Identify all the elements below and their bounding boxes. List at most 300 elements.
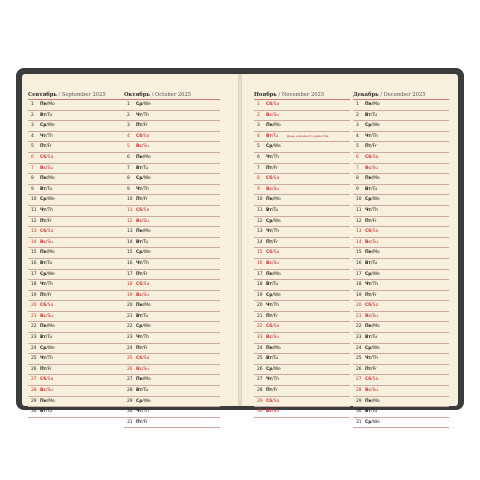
day-row bbox=[124, 195, 220, 206]
weekday: Пт/Fr bbox=[40, 366, 52, 372]
weekday: Сб/Sa bbox=[40, 377, 54, 383]
weekday: Вт/Tu bbox=[40, 112, 53, 118]
day-row bbox=[124, 142, 220, 153]
day-row bbox=[254, 375, 350, 386]
day-number: 2 bbox=[257, 112, 260, 118]
weekday: Вт/Tu bbox=[365, 112, 378, 118]
weekday: Пн/Mo bbox=[136, 229, 151, 235]
weekday: Вс/Su bbox=[365, 388, 379, 394]
day-number: 7 bbox=[31, 165, 34, 171]
day-number: 26 bbox=[356, 366, 362, 372]
holiday-note: День народного единства bbox=[287, 133, 329, 138]
weekday: Ср/We bbox=[266, 218, 281, 224]
weekday: Вс/Su bbox=[365, 165, 379, 171]
day-number: 3 bbox=[356, 123, 359, 129]
day-row bbox=[124, 312, 220, 323]
day-row bbox=[28, 333, 124, 344]
weekday: Ср/We bbox=[40, 123, 55, 129]
day-row bbox=[254, 111, 350, 122]
day-number: 28 bbox=[356, 388, 362, 394]
day-row bbox=[353, 185, 449, 196]
day-number: 5 bbox=[31, 144, 34, 150]
day-row bbox=[124, 344, 220, 355]
day-row bbox=[353, 153, 449, 164]
day-row bbox=[28, 397, 124, 408]
day-row bbox=[28, 259, 124, 270]
weekday: Чт/Th bbox=[365, 356, 379, 362]
weekday: Вс/Su bbox=[136, 366, 150, 372]
weekday: Пн/Mo bbox=[136, 154, 151, 160]
weekday: Чт/Th bbox=[136, 112, 150, 118]
weekday: Вт/Tu bbox=[266, 133, 279, 139]
day-number: 19 bbox=[356, 292, 362, 298]
day-number: 6 bbox=[127, 154, 130, 160]
day-number: 21 bbox=[257, 313, 263, 319]
day-row bbox=[353, 164, 449, 175]
weekday: Сб/Sa bbox=[365, 229, 379, 235]
day-number: 5 bbox=[127, 144, 130, 150]
day-row bbox=[254, 185, 350, 196]
weekday: Вс/Su bbox=[40, 388, 54, 394]
day-row bbox=[28, 164, 124, 175]
day-row bbox=[124, 100, 220, 111]
day-number: 11 bbox=[31, 207, 37, 213]
day-row bbox=[28, 365, 124, 376]
day-number: 22 bbox=[31, 324, 37, 330]
day-row bbox=[28, 291, 124, 302]
day-row bbox=[353, 407, 449, 418]
day-number: 27 bbox=[257, 377, 263, 383]
weekday: Сб/Sa bbox=[365, 154, 379, 160]
day-number: 1 bbox=[356, 102, 359, 107]
month-october bbox=[124, 92, 220, 428]
day-row bbox=[124, 174, 220, 185]
day-number: 22 bbox=[127, 324, 133, 330]
weekday: Пн/Mo bbox=[266, 345, 281, 351]
day-row bbox=[254, 100, 350, 111]
day-number: 4 bbox=[356, 133, 359, 139]
day-number: 17 bbox=[127, 271, 133, 277]
day-row bbox=[28, 312, 124, 323]
day-number: 29 bbox=[356, 398, 362, 404]
day-row bbox=[124, 322, 220, 333]
day-number: 20 bbox=[257, 303, 263, 309]
day-row bbox=[353, 365, 449, 376]
day-row bbox=[28, 386, 124, 397]
day-row bbox=[254, 312, 350, 323]
weekday: Вт/Tu bbox=[266, 356, 279, 362]
day-row bbox=[353, 206, 449, 217]
weekday: Пн/Mo bbox=[40, 250, 55, 256]
weekday: Пт/Fr bbox=[40, 144, 52, 150]
day-row bbox=[254, 291, 350, 302]
day-row bbox=[28, 100, 124, 111]
day-row bbox=[254, 238, 350, 249]
day-row bbox=[124, 386, 220, 397]
month-title: Декабрь / December 2025 bbox=[353, 92, 426, 98]
day-row bbox=[124, 217, 220, 228]
day-number: 20 bbox=[356, 303, 362, 309]
day-row bbox=[353, 397, 449, 408]
day-number: 28 bbox=[257, 388, 263, 394]
day-row bbox=[124, 397, 220, 408]
day-row bbox=[124, 333, 220, 344]
day-row bbox=[353, 280, 449, 291]
day-number: 18 bbox=[31, 282, 37, 288]
day-row bbox=[28, 407, 124, 418]
day-number: 27 bbox=[31, 377, 37, 383]
weekday: Сб/Sa bbox=[266, 250, 280, 256]
day-row bbox=[28, 375, 124, 386]
day-number: 10 bbox=[31, 197, 37, 203]
day-row bbox=[254, 365, 350, 376]
weekday: Вт/Tu bbox=[365, 260, 378, 266]
weekday: Пт/Fr bbox=[266, 313, 278, 319]
weekday: Чт/Th bbox=[40, 282, 54, 288]
day-number: 1 bbox=[31, 102, 34, 107]
day-row bbox=[28, 206, 124, 217]
day-number: 13 bbox=[31, 229, 37, 235]
day-number: 19 bbox=[257, 292, 263, 298]
day-row bbox=[353, 322, 449, 333]
day-row bbox=[124, 418, 220, 429]
weekday: Чт/Th bbox=[40, 133, 54, 139]
weekday: Ср/We bbox=[136, 398, 151, 404]
weekday: Ср/We bbox=[266, 292, 281, 298]
day-number: 17 bbox=[31, 271, 37, 277]
day-number: 22 bbox=[257, 324, 263, 330]
day-row bbox=[353, 333, 449, 344]
day-row bbox=[353, 291, 449, 302]
weekday: Ср/We bbox=[136, 250, 151, 256]
day-number: 9 bbox=[257, 186, 260, 192]
weekday: Пн/Mo bbox=[40, 102, 55, 107]
day-row bbox=[353, 217, 449, 228]
day-number: 25 bbox=[257, 356, 263, 362]
day-row bbox=[353, 418, 449, 429]
weekday: Сб/Sa bbox=[136, 207, 150, 213]
day-number: 5 bbox=[257, 144, 260, 150]
day-row bbox=[353, 195, 449, 206]
weekday: Сб/Sa bbox=[40, 154, 54, 160]
day-row bbox=[28, 280, 124, 291]
day-row bbox=[254, 397, 350, 408]
weekday: Пт/Fr bbox=[40, 292, 52, 298]
day-row bbox=[124, 259, 220, 270]
weekday: Ср/We bbox=[266, 366, 281, 372]
day-number: 21 bbox=[31, 313, 37, 319]
day-number: 31 bbox=[127, 419, 133, 425]
weekday: Чт/Th bbox=[266, 377, 280, 383]
day-number: 31 bbox=[356, 419, 362, 425]
weekday: Пн/Mo bbox=[136, 377, 151, 383]
day-row bbox=[353, 227, 449, 238]
day-row bbox=[124, 375, 220, 386]
weekday: Пт/Fr bbox=[136, 197, 148, 203]
day-number: 21 bbox=[127, 313, 133, 319]
month-title: Сентябрь / September 2025 bbox=[28, 92, 106, 98]
day-number: 9 bbox=[356, 186, 359, 192]
day-number: 20 bbox=[127, 303, 133, 309]
day-number: 13 bbox=[127, 229, 133, 235]
weekday: Сб/Sa bbox=[266, 324, 280, 330]
day-row bbox=[28, 301, 124, 312]
weekday: Пт/Fr bbox=[266, 388, 278, 394]
weekday: Вс/Su bbox=[136, 292, 150, 298]
weekday: Чт/Th bbox=[136, 186, 150, 192]
day-row bbox=[124, 238, 220, 249]
day-number: 16 bbox=[356, 260, 362, 266]
day-row bbox=[28, 185, 124, 196]
weekday: Пн/Mo bbox=[365, 324, 380, 330]
weekday: Вс/Su bbox=[136, 144, 150, 150]
weekday: Пн/Mo bbox=[365, 250, 380, 256]
weekday: Вс/Su bbox=[266, 186, 280, 192]
day-number: 18 bbox=[356, 282, 362, 288]
day-number: 5 bbox=[356, 144, 359, 150]
weekday: Вс/Su bbox=[266, 335, 280, 341]
day-number: 13 bbox=[356, 229, 362, 235]
day-number: 4 bbox=[257, 133, 260, 139]
day-row bbox=[353, 312, 449, 323]
day-row bbox=[353, 354, 449, 365]
day-number: 15 bbox=[127, 250, 133, 256]
day-number: 17 bbox=[257, 271, 263, 277]
day-row bbox=[124, 111, 220, 122]
day-number: 10 bbox=[257, 197, 263, 203]
weekday: Чт/Th bbox=[365, 207, 379, 213]
day-row bbox=[353, 386, 449, 397]
day-number: 16 bbox=[257, 260, 263, 266]
weekday: Вс/Su bbox=[266, 260, 280, 266]
day-number: 23 bbox=[257, 335, 263, 341]
weekday: Вт/Tu bbox=[40, 260, 53, 266]
day-row bbox=[28, 344, 124, 355]
weekday: Ср/We bbox=[40, 197, 55, 203]
day-row bbox=[353, 344, 449, 355]
weekday: Вт/Tu bbox=[40, 409, 53, 415]
day-number: 16 bbox=[31, 260, 37, 266]
day-number: 6 bbox=[257, 154, 260, 160]
weekday: Вт/Tu bbox=[40, 335, 53, 341]
day-row bbox=[353, 174, 449, 185]
weekday: Ср/We bbox=[136, 176, 151, 182]
day-row bbox=[124, 365, 220, 376]
day-number: 7 bbox=[257, 165, 260, 171]
day-row bbox=[254, 280, 350, 291]
day-row bbox=[28, 195, 124, 206]
weekday: Чт/Th bbox=[40, 356, 54, 362]
day-row bbox=[28, 248, 124, 259]
day-row bbox=[28, 227, 124, 238]
day-number: 11 bbox=[356, 207, 362, 213]
day-row bbox=[124, 164, 220, 175]
day-number: 24 bbox=[127, 345, 133, 351]
day-number: 10 bbox=[356, 197, 362, 203]
weekday: Сб/Sa bbox=[40, 229, 54, 235]
weekday: Пн/Mo bbox=[365, 102, 380, 107]
day-number: 18 bbox=[127, 282, 133, 288]
day-row bbox=[124, 270, 220, 281]
day-number: 8 bbox=[356, 176, 359, 182]
day-row bbox=[254, 153, 350, 164]
day-row bbox=[124, 153, 220, 164]
day-row bbox=[124, 185, 220, 196]
weekday: Сб/Sa bbox=[266, 176, 280, 182]
day-number: 8 bbox=[257, 176, 260, 182]
day-row bbox=[28, 270, 124, 281]
weekday: Сб/Sa bbox=[365, 377, 379, 383]
day-number: 25 bbox=[127, 356, 133, 362]
day-row bbox=[254, 217, 350, 228]
day-number: 12 bbox=[356, 218, 362, 224]
weekday: Вт/Tu bbox=[365, 335, 378, 341]
weekday: Вт/Tu bbox=[40, 186, 53, 192]
day-row bbox=[124, 132, 220, 143]
weekday: Пт/Fr bbox=[136, 419, 148, 425]
day-row bbox=[254, 354, 350, 365]
day-row bbox=[28, 153, 124, 164]
day-number: 12 bbox=[127, 218, 133, 224]
weekday: Вт/Tu bbox=[136, 239, 149, 245]
day-number: 17 bbox=[356, 271, 362, 277]
day-number: 20 bbox=[31, 303, 37, 309]
day-row bbox=[353, 259, 449, 270]
weekday: Чт/Th bbox=[266, 303, 280, 309]
weekday: Пт/Fr bbox=[365, 366, 377, 372]
day-row bbox=[254, 270, 350, 281]
day-number: 1 bbox=[127, 102, 130, 107]
day-number: 4 bbox=[31, 133, 34, 139]
day-row bbox=[124, 227, 220, 238]
day-row bbox=[124, 407, 220, 418]
day-row bbox=[124, 206, 220, 217]
day-number: 12 bbox=[257, 218, 263, 224]
day-number: 13 bbox=[257, 229, 263, 235]
day-number: 26 bbox=[31, 366, 37, 372]
weekday: Ср/We bbox=[40, 271, 55, 277]
day-number: 6 bbox=[31, 154, 34, 160]
day-number: 14 bbox=[127, 239, 133, 245]
weekday: Чт/Th bbox=[136, 409, 150, 415]
weekday: Вт/Tu bbox=[266, 282, 279, 288]
weekday: Чт/Th bbox=[40, 207, 54, 213]
day-number: 23 bbox=[127, 335, 133, 341]
weekday: Ср/We bbox=[40, 345, 55, 351]
day-number: 24 bbox=[257, 345, 263, 351]
day-number: 30 bbox=[127, 409, 133, 415]
weekday: Вс/Su bbox=[40, 165, 54, 171]
weekday: Ср/We bbox=[266, 144, 281, 150]
day-row bbox=[353, 248, 449, 259]
day-number: 29 bbox=[257, 398, 263, 404]
day-number: 22 bbox=[356, 324, 362, 330]
day-row bbox=[353, 132, 449, 143]
day-row bbox=[124, 354, 220, 365]
day-number: 23 bbox=[31, 335, 37, 341]
weekday: Вс/Su bbox=[40, 313, 54, 319]
weekday: Пт/Fr bbox=[136, 345, 148, 351]
day-number: 2 bbox=[127, 112, 130, 118]
weekday: Вт/Tu bbox=[365, 409, 378, 415]
day-row bbox=[124, 121, 220, 132]
weekday: Вс/Su bbox=[136, 218, 150, 224]
month-september bbox=[28, 92, 124, 418]
day-row bbox=[254, 301, 350, 312]
day-row bbox=[353, 238, 449, 249]
day-row bbox=[353, 270, 449, 281]
weekday: Пн/Mo bbox=[365, 398, 380, 404]
day-row bbox=[353, 111, 449, 122]
day-number: 16 bbox=[127, 260, 133, 266]
day-row bbox=[353, 301, 449, 312]
weekday: Вт/Tu bbox=[136, 165, 149, 171]
month-title: Ноябрь / November 2025 bbox=[254, 92, 325, 98]
weekday: Чт/Th bbox=[266, 229, 280, 235]
weekday: Пт/Fr bbox=[266, 165, 278, 171]
weekday: Пн/Mo bbox=[365, 176, 380, 182]
day-row bbox=[28, 322, 124, 333]
day-row bbox=[124, 280, 220, 291]
day-number: 7 bbox=[356, 165, 359, 171]
weekday: Сб/Sa bbox=[40, 303, 54, 309]
day-row bbox=[124, 291, 220, 302]
weekday: Пт/Fr bbox=[365, 218, 377, 224]
day-number: 3 bbox=[31, 123, 34, 129]
day-number: 21 bbox=[356, 313, 362, 319]
day-number: 24 bbox=[31, 345, 37, 351]
day-number: 9 bbox=[127, 186, 130, 192]
day-number: 19 bbox=[31, 292, 37, 298]
weekday: Сб/Sa bbox=[136, 356, 150, 362]
month-title: Октябрь / October 2025 bbox=[124, 92, 192, 98]
day-row bbox=[124, 248, 220, 259]
day-number: 25 bbox=[356, 356, 362, 362]
day-row bbox=[353, 375, 449, 386]
weekday: Чт/Th bbox=[365, 133, 379, 139]
weekday: Сб/Sa bbox=[266, 102, 280, 107]
day-number: 28 bbox=[31, 388, 37, 394]
weekday: Чт/Th bbox=[365, 282, 379, 288]
day-number: 12 bbox=[31, 218, 37, 224]
day-row bbox=[28, 174, 124, 185]
day-row bbox=[254, 174, 350, 185]
day-row bbox=[254, 248, 350, 259]
day-row bbox=[254, 407, 350, 418]
day-row bbox=[28, 121, 124, 132]
weekday: Чт/Th bbox=[266, 154, 280, 160]
weekday: Ср/We bbox=[365, 123, 380, 129]
day-number: 15 bbox=[356, 250, 362, 256]
day-row bbox=[254, 195, 350, 206]
weekday: Пт/Fr bbox=[365, 292, 377, 298]
weekday: Сб/Sa bbox=[136, 133, 150, 139]
weekday: Сб/Sa bbox=[266, 398, 280, 404]
day-number: 30 bbox=[356, 409, 362, 415]
day-number: 14 bbox=[257, 239, 263, 245]
day-row bbox=[254, 344, 350, 355]
weekday: Ср/We bbox=[136, 102, 151, 107]
weekday: Сб/Sa bbox=[136, 282, 150, 288]
day-number: 19 bbox=[127, 292, 133, 298]
weekday: Ср/We bbox=[365, 345, 380, 351]
day-number: 3 bbox=[127, 123, 130, 129]
weekday: Вс/Su bbox=[266, 112, 280, 118]
day-number: 26 bbox=[257, 366, 263, 372]
day-number: 1 bbox=[257, 102, 260, 107]
day-row bbox=[28, 217, 124, 228]
month-november bbox=[254, 92, 350, 418]
